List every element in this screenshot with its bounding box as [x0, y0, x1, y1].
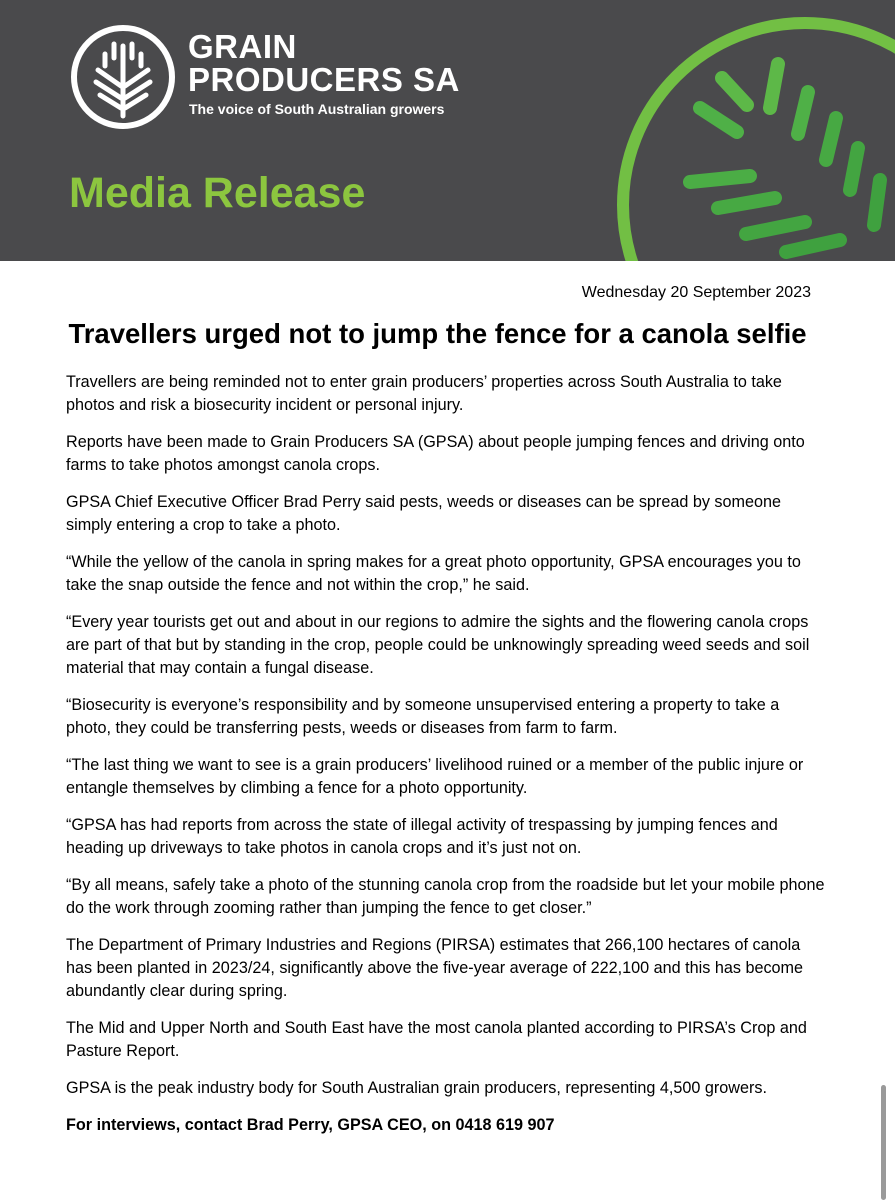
body-paragraph: GPSA is the peak industry body for South Australian grain producers, representing 4,500 growers. — [66, 1079, 767, 1097]
body-paragraph: The Mid and Upper North and South East have the most canola planted according to PIRSA’s Crop and Pasture Report. — [66, 1019, 807, 1060]
header-banner — [0, 0, 895, 261]
wheat-graphic-icon — [600, 0, 895, 261]
body-paragraph: Travellers are being reminded not to enter grain producers’ properties across South Australia to take photos and risk a biosecurity incident or personal injury. — [66, 373, 782, 414]
tagline: The voice of South Australian growers — [189, 101, 445, 117]
body-paragraph: “Biosecurity is everyone’s responsibility and by someone unsupervised entering a property to take a photo, they could be transferring pests, weeds or diseases from farm to farm. — [66, 696, 780, 737]
contact-line: For interviews, contact Brad Perry, GPSA CEO, on 0418 619 907 — [66, 1116, 555, 1134]
org-name-line2: PRODUCERS SA — [188, 61, 460, 98]
wheat-logo-icon — [70, 24, 176, 130]
body-paragraph: “While the yellow of the canola in spring makes for a great photo opportunity, GPSA encourages you to take the snap outside the fence and not within the crop,” he said. — [66, 553, 801, 594]
headline: Travellers urged not to jump the fence for a canola selfie — [68, 318, 807, 349]
body-paragraph: “The last thing we want to see is a grain producers’ livelihood ruined or a member of the public injure or entangle themselves by climbing a fence for a photo opportunity. — [66, 756, 804, 797]
org-name-line1: GRAIN — [188, 28, 297, 65]
body-paragraph: “Every year tourists get out and about in our regions to admire the sights and the flowering canola crops are part of that but by standing in the crop, people could be unknowingly spreading weed seeds and soil material that may contain a fungal disease. — [66, 613, 810, 677]
body-paragraph: “GPSA has had reports from across the state of illegal activity of trespassing by jumping fences and heading up driveways to take photos in canola crops and it’s just not on. — [66, 816, 778, 857]
body-paragraph: GPSA Chief Executive Officer Brad Perry said pests, weeds or diseases can be spread by someone simply entering a crop to take a photo. — [66, 493, 782, 534]
body-paragraph: “By all means, safely take a photo of the stunning canola crop from the roadside but let your mobile phone do the work through zooming rather than jumping the fence to get closer.” — [66, 876, 825, 917]
release-date: Wednesday 20 September 2023 — [581, 284, 811, 301]
org-name — [188, 30, 460, 96]
scrollbar-thumb[interactable] — [881, 1085, 886, 1200]
document-type-title: Media Release — [69, 169, 366, 217]
body-paragraph: Reports have been made to Grain Producers SA (GPSA) about people jumping fences and driving onto farms to take photos amongst canola crops. — [66, 433, 805, 474]
release-body — [66, 371, 826, 1151]
body-paragraph: The Department of Primary Industries and Regions (PIRSA) estimates that 266,100 hectares of canola has been planted in 2023/24, significantly above the five-year average of 222,100 and this has become abundantly clear during spring. — [66, 936, 804, 1000]
